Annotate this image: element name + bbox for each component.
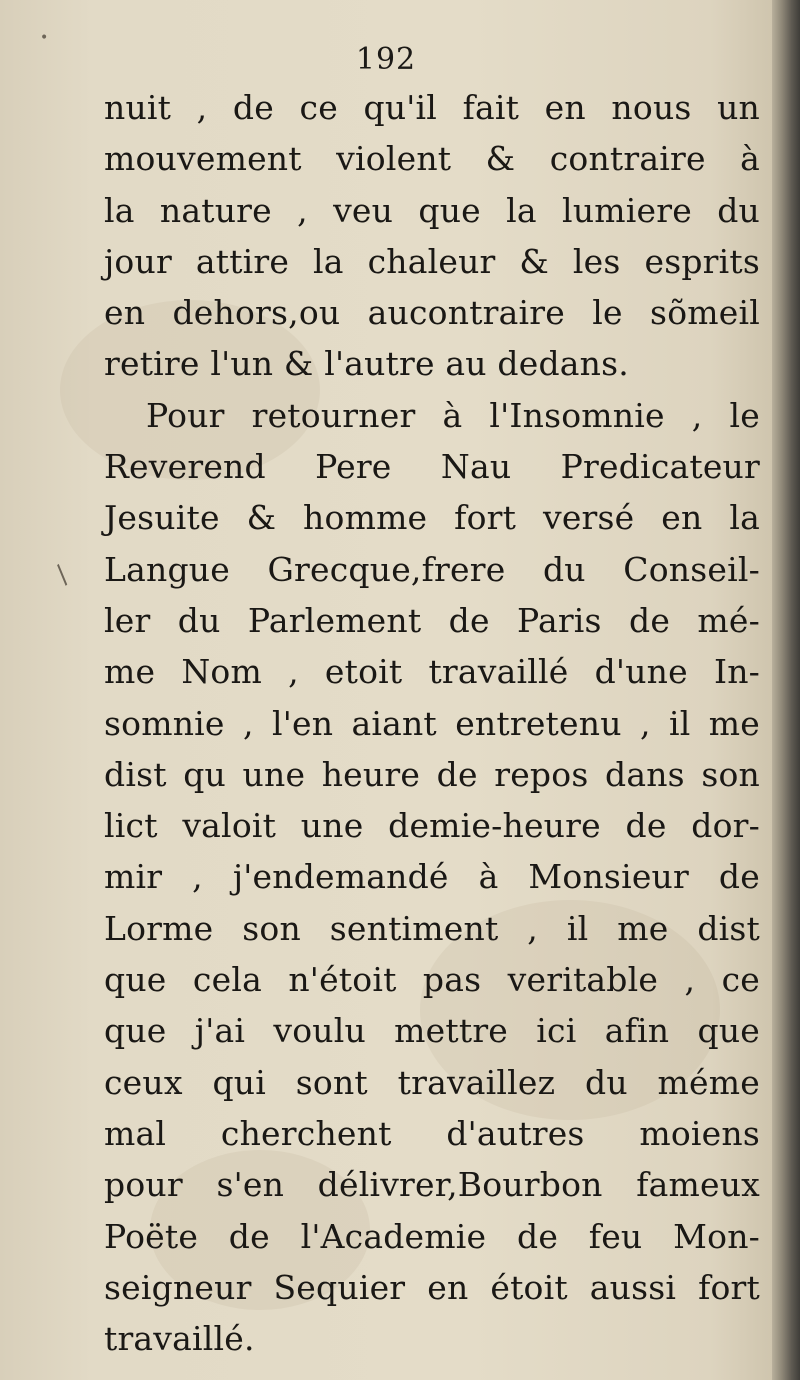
text-line: ceux qui sont travaillez du méme <box>104 1062 760 1102</box>
book-binding-edge <box>772 0 800 1380</box>
text-line: Poëte de l'Academie de feu Mon- <box>104 1216 760 1256</box>
text-line: seigneur Sequier en étoit aussi fort <box>104 1267 760 1307</box>
text-line: Pour retourner à l'Insomnie , le <box>146 395 760 435</box>
text-line: mouvement violent & contraire à <box>104 139 760 179</box>
text-line: jour attire la chaleur & les esprits <box>104 241 760 281</box>
text-line: lict valoit une demie-heure de dor- <box>104 806 760 846</box>
text-line: pour s'en délivrer,Bourbon fameux <box>104 1165 760 1205</box>
body-text <box>104 82 760 1364</box>
page-number: 192 <box>355 42 417 77</box>
text-line: Jesuite & homme fort versé en la <box>104 498 760 538</box>
text-line: ler du Parlement de Paris de mé- <box>104 600 760 640</box>
text-line: somnie , l'en aiant entretenu , il me <box>104 703 760 743</box>
text-line: que cela n'étoit pas veritable , ce <box>104 960 760 1000</box>
text-line: que j'ai voulu mettre ici afin que <box>104 1011 760 1051</box>
text-line: retire l'un & l'autre au dedans. <box>104 344 629 384</box>
text-line: Reverend Pere Nau Predicateur <box>104 447 760 487</box>
text-line: en dehors,ou aucontraire le sõmeil <box>104 293 760 333</box>
text-line: Langue Grecque,frere du Conseil- <box>104 549 760 589</box>
text-line: me Nom , etoit travaillé d'une In- <box>104 652 760 692</box>
text-line: nuit , de ce qu'il fait en nous un <box>104 88 760 127</box>
margin-dot: • <box>40 30 49 46</box>
text-line: Lorme son sentiment , il me dist <box>104 908 760 948</box>
text-line: mir , j'endemandé à Monsieur de <box>104 857 760 897</box>
text-line: la nature , veu que la lumiere du <box>104 190 760 230</box>
margin-pen-stroke: / <box>49 560 76 590</box>
text-line: dist qu une heure de repos dans son <box>104 754 760 794</box>
text-line: mal cherchent d'autres moiens <box>104 1113 760 1153</box>
text-line: travaillé. <box>104 1319 255 1359</box>
